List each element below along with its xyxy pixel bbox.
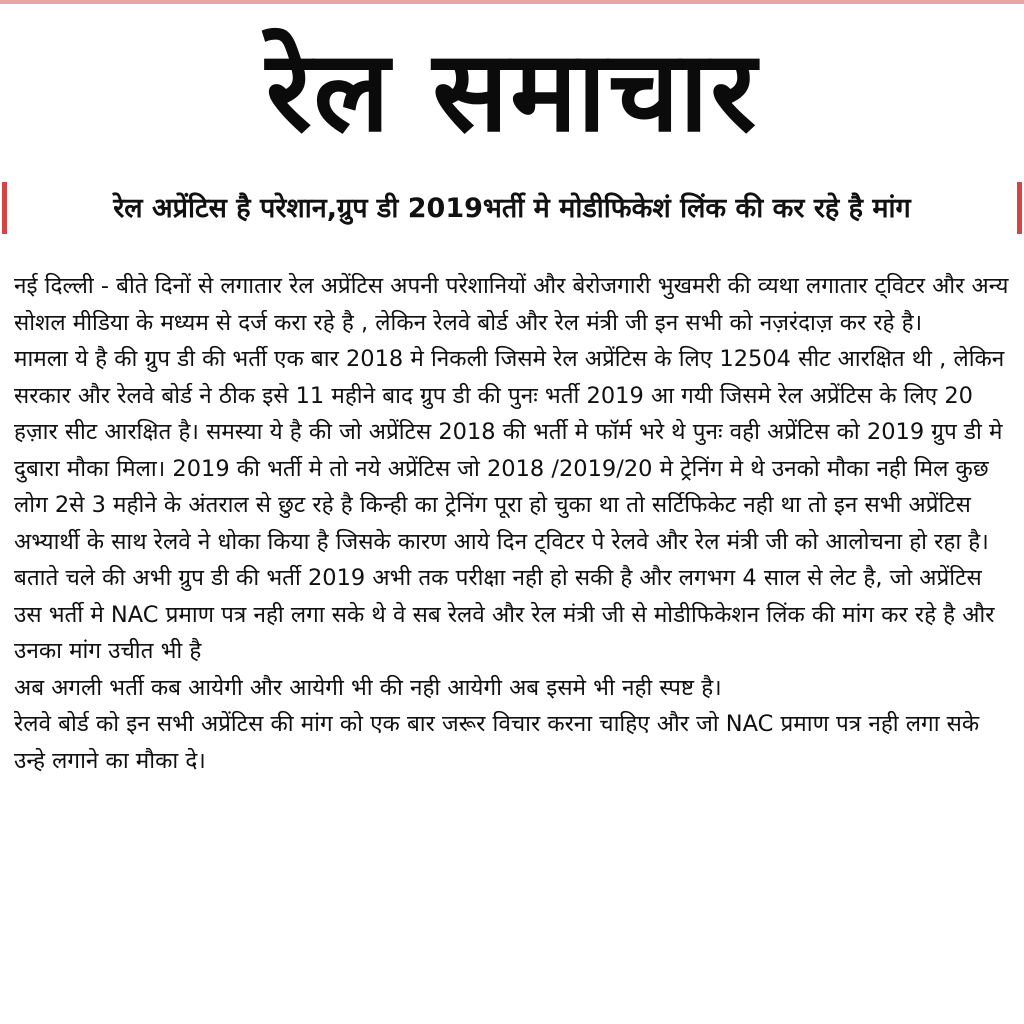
headline-right-accent xyxy=(1017,182,1022,234)
masthead-title: रेल समाचार xyxy=(265,27,759,157)
headline-left-accent xyxy=(2,182,7,234)
article-paragraph: मामला ये है की ग्रुप डी की भर्ती एक बार 2018 मे निकली जिसमे रेल अप्रेंटिस के लिए 12504 सीट आरक्षित थी , लेकिन सरकार और रेलवे बोर्ड ने ठीक इसे 11 महीने बाद ग्रुप डी की पुनः भर्ती 2019 आ गयी जिसमे रेल अप्रेंटिस के लिए 20 हज़ार सीट आरक्षित है। समस्या ये है की जो अप्रेंटिस 2018 की भर्ती मे फॉर्म भरे थे पुनः वही अप्रेंटिस को 2019 ग्रुप डी मे दुबारा मौका मिला। 2019 की भर्ती मे तो नये अप्रेंटिस जो 2018 /2019/20 मे ट्रेनिंग मे थे उनको मौका नही मिल कुछ लोग 2से 3 महीने के अंतराल से छुट रहे है किन्ही का ट्रेनिंग पूरा हो चुका था तो सर्टिफिकेट नही था तो इन सभी अप्रेंटिस अभ्यार्थी के साथ रेलवे ने धोका किया है जिसके कारण आये दिन ट्विटर पे रेलवे और रेल मंत्री जी को आलोचना हो रहा है। xyxy=(14,346,1005,555)
article-paragraph: नई दिल्ली - बीते दिनों से लगातार रेल अप्रेंटिस अपनी परेशानियों और बेरोजगारी भुखमरी की व्यथा लगातार ट्विटर और अन्य सोशल मीडिया के मध्यम से दर्ज करा रहे है , लेकिन रेलवे बोर्ड और रेल मंत्री जी इन सभी को नज़रंदाज़ कर रहे है। xyxy=(14,273,1009,336)
top-border-line xyxy=(0,0,1024,4)
article-body xyxy=(14,268,1014,1008)
article-paragraph: रेलवे बोर्ड को इन सभी अप्रेंटिस की मांग को एक बार जरूर विचार करना चाहिए और जो NAC प्रमाण पत्र नही लगा सके उन्हे लगाने का मौका दे। xyxy=(14,711,980,774)
article-paragraph: अब अगली भर्ती कब आयेगी और आयेगी भी की नही आयेगी अब इसमे भी नही स्पष्ट है। xyxy=(14,674,722,701)
headline-bar xyxy=(0,178,1024,240)
article-paragraph: बताते चले की अभी ग्रुप डी की भर्ती 2019 अभी तक परीक्षा नही हो सकी है और लगभग 4 साल से लेट है, जो अप्रेंटिस उस भर्ती मे NAC प्रमाण पत्र नही लगा सके थे वे सब रेलवे और रेल मंत्री जी से मोडीफिकेशन लिंक की मांग कर रहे है और उनका मांग उचीत भी है xyxy=(14,565,995,664)
article-headline: रेल अप्रेंटिस है परेशान,ग्रुप डी 2019भर्ती मे मोडीफिकेशं लिंक की कर रहे है मांग xyxy=(113,193,911,224)
